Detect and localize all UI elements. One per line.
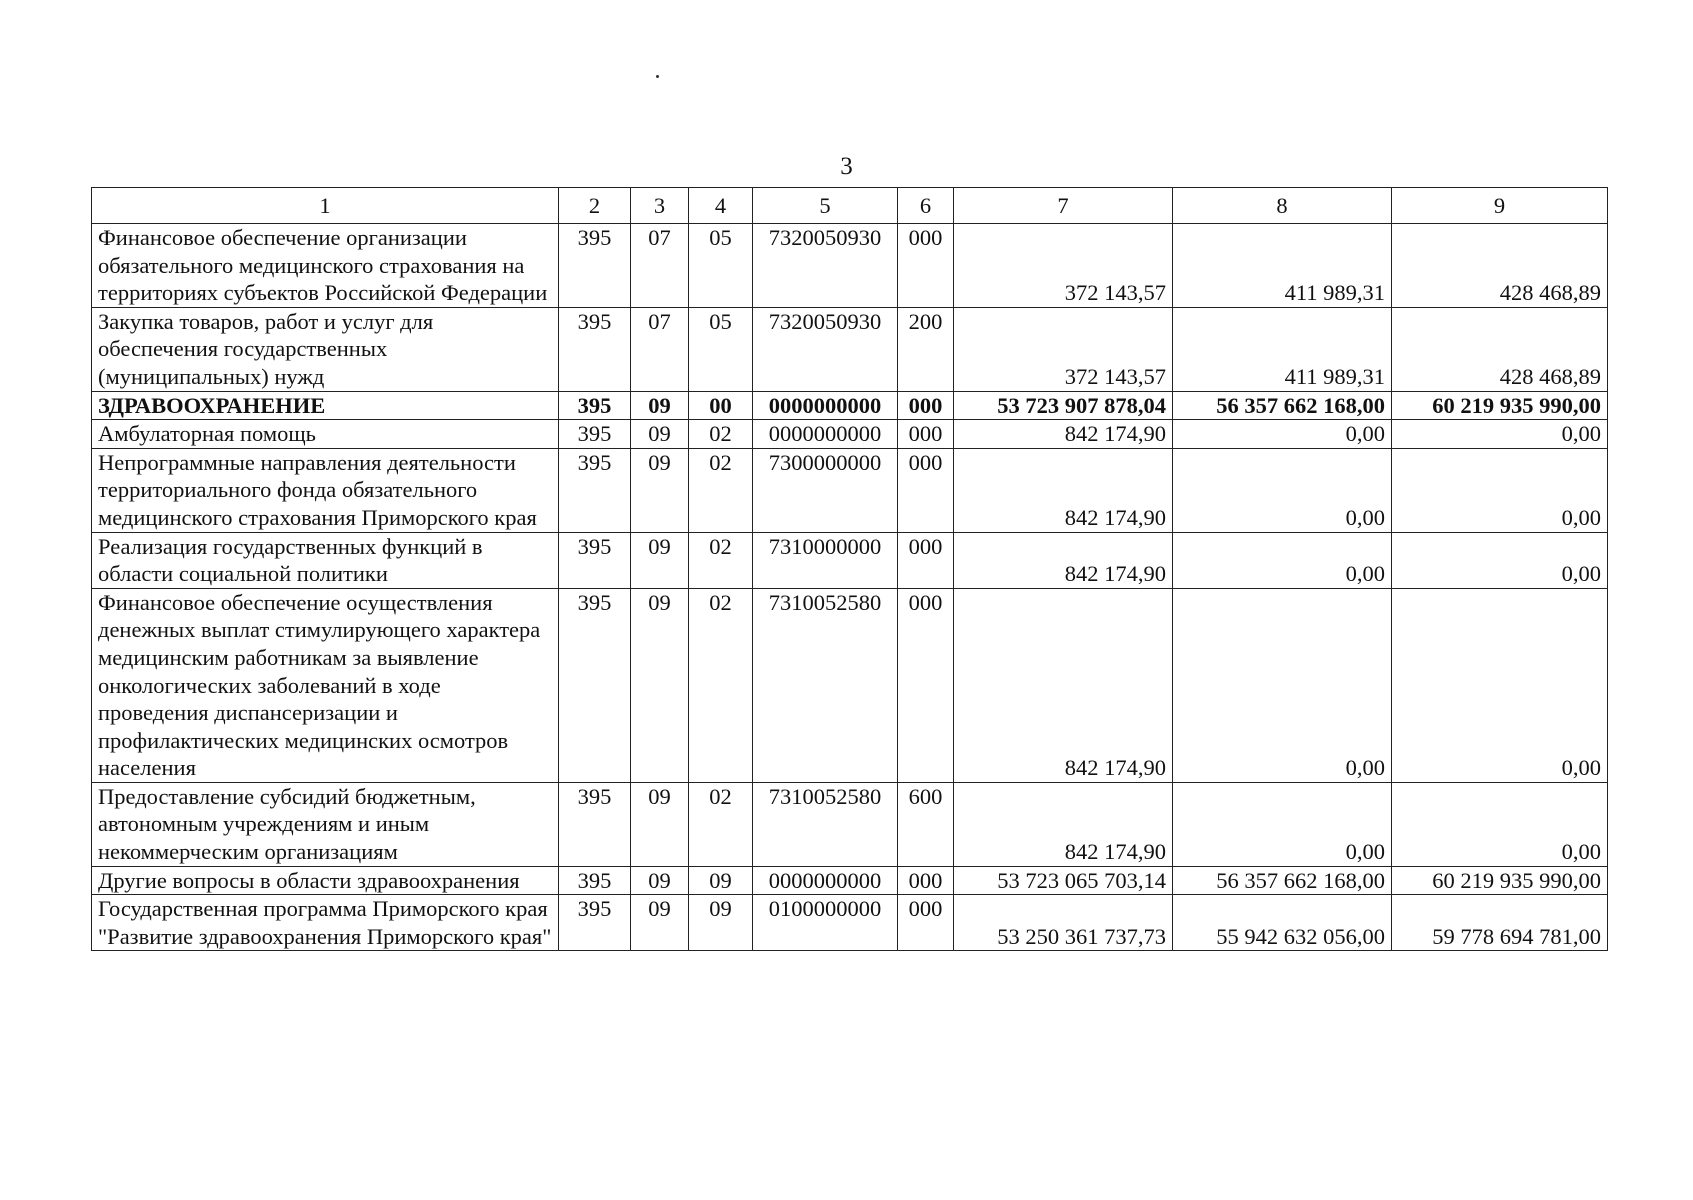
row-amount-year-3-cell: 0,00 [1392,532,1608,588]
row-name-cell: Другие вопросы в области здравоохранения [92,866,559,895]
row-section-cell: 09 [631,782,689,866]
row-amount-year-3-cell: 60 219 935 990,00 [1392,391,1608,420]
row-amount-year-2-cell: 55 942 632 056,00 [1173,895,1392,951]
row-target-article-cell: 7320050930 [753,307,898,391]
table-row [92,782,1608,866]
row-amount-year-3-cell: 0,00 [1392,588,1608,782]
column-header: 6 [898,188,954,224]
column-header: 2 [559,188,631,224]
row-section-cell: 09 [631,588,689,782]
row-grbs-cell: 395 [559,532,631,588]
row-section-cell: 07 [631,224,689,308]
row-subsection-cell: 02 [689,782,753,866]
row-amount-year-1-cell: 842 174,90 [954,588,1173,782]
row-subsection-cell: 02 [689,532,753,588]
row-grbs-cell: 395 [559,307,631,391]
row-amount-year-3-cell: 428 468,89 [1392,307,1608,391]
row-grbs-cell: 395 [559,391,631,420]
row-name-cell: Финансовое обеспечение осуществления денежных выплат стимулирующего характера медицинским работникам за выявление онкологических заболеваний в ходе проведения диспансеризации и профилактических медицинских осмотров населения [92,588,559,782]
table-row [92,895,1608,951]
column-header: 4 [689,188,753,224]
row-section-cell: 09 [631,866,689,895]
row-expense-type-cell: 000 [898,895,954,951]
row-target-article-cell: 0000000000 [753,866,898,895]
row-grbs-cell: 395 [559,224,631,308]
row-subsection-cell: 05 [689,307,753,391]
row-amount-year-1-cell: 842 174,90 [954,782,1173,866]
row-amount-year-3-cell: 59 778 694 781,00 [1392,895,1608,951]
table-row [92,224,1608,308]
column-header: 3 [631,188,689,224]
column-header: 7 [954,188,1173,224]
row-target-article-cell: 7310052580 [753,782,898,866]
row-name-cell: Финансовое обеспечение организации обязательного медицинского страхования на территориях субъектов Российской Федерации [92,224,559,308]
row-amount-year-1-cell: 842 174,90 [954,420,1173,449]
row-amount-year-1-cell: 53 723 065 703,14 [954,866,1173,895]
row-amount-year-3-cell: 0,00 [1392,420,1608,449]
row-name-cell: ЗДРАВООХРАНЕНИЕ [92,391,559,420]
table-row [92,448,1608,532]
row-expense-type-cell: 000 [898,532,954,588]
row-subsection-cell: 00 [689,391,753,420]
row-name-cell: Закупка товаров, работ и услуг для обеспечения государственных (муниципальных) нужд [92,307,559,391]
row-section-cell: 09 [631,895,689,951]
row-expense-type-cell: 600 [898,782,954,866]
column-header: 8 [1173,188,1392,224]
row-section-cell: 09 [631,391,689,420]
row-expense-type-cell: 000 [898,420,954,449]
row-amount-year-2-cell: 0,00 [1173,782,1392,866]
scan-speck [656,75,659,78]
row-amount-year-1-cell: 53 723 907 878,04 [954,391,1173,420]
column-header: 1 [92,188,559,224]
row-target-article-cell: 7300000000 [753,448,898,532]
row-amount-year-2-cell: 0,00 [1173,532,1392,588]
row-expense-type-cell: 000 [898,391,954,420]
table-header-row [92,188,1608,224]
row-expense-type-cell: 000 [898,866,954,895]
row-expense-type-cell: 000 [898,224,954,308]
row-amount-year-3-cell: 0,00 [1392,448,1608,532]
row-expense-type-cell: 000 [898,588,954,782]
row-target-article-cell: 0000000000 [753,391,898,420]
row-name-cell: Предоставление субсидий бюджетным, автономным учреждениям и иным некоммерческим организациям [92,782,559,866]
row-grbs-cell: 395 [559,448,631,532]
row-target-article-cell: 0100000000 [753,895,898,951]
row-amount-year-2-cell: 0,00 [1173,420,1392,449]
row-target-article-cell: 7310000000 [753,532,898,588]
table-row [92,420,1608,449]
row-amount-year-2-cell: 0,00 [1173,588,1392,782]
row-amount-year-1-cell: 842 174,90 [954,448,1173,532]
row-grbs-cell: 395 [559,782,631,866]
row-expense-type-cell: 200 [898,307,954,391]
row-name-cell: Непрограммные направления деятельности территориального фонда обязательного медицинского страхования Приморского края [92,448,559,532]
row-subsection-cell: 02 [689,420,753,449]
row-target-article-cell: 7320050930 [753,224,898,308]
table-row [92,307,1608,391]
column-header: 5 [753,188,898,224]
row-subsection-cell: 02 [689,448,753,532]
table-row [92,866,1608,895]
table-row [92,532,1608,588]
row-amount-year-2-cell: 411 989,31 [1173,307,1392,391]
row-name-cell: Реализация государственных функций в области социальной политики [92,532,559,588]
row-amount-year-1-cell: 842 174,90 [954,532,1173,588]
row-subsection-cell: 05 [689,224,753,308]
row-grbs-cell: 395 [559,866,631,895]
row-section-cell: 09 [631,420,689,449]
row-section-cell: 09 [631,448,689,532]
row-name-cell: Государственная программа Приморского края "Развитие здравоохранения Приморского края" [92,895,559,951]
row-grbs-cell: 395 [559,420,631,449]
budget-table [91,187,1608,951]
row-subsection-cell: 09 [689,895,753,951]
page-number: 3 [840,153,853,180]
row-target-article-cell: 0000000000 [753,420,898,449]
row-amount-year-2-cell: 56 357 662 168,00 [1173,866,1392,895]
row-amount-year-3-cell: 60 219 935 990,00 [1392,866,1608,895]
row-amount-year-1-cell: 372 143,57 [954,307,1173,391]
row-amount-year-1-cell: 372 143,57 [954,224,1173,308]
row-section-cell: 07 [631,307,689,391]
column-header: 9 [1392,188,1608,224]
row-grbs-cell: 395 [559,895,631,951]
row-amount-year-2-cell: 411 989,31 [1173,224,1392,308]
row-name-cell: Амбулаторная помощь [92,420,559,449]
row-expense-type-cell: 000 [898,448,954,532]
table-row [92,391,1608,420]
table-row [92,588,1608,782]
row-amount-year-2-cell: 56 357 662 168,00 [1173,391,1392,420]
row-subsection-cell: 02 [689,588,753,782]
row-amount-year-2-cell: 0,00 [1173,448,1392,532]
row-amount-year-3-cell: 0,00 [1392,782,1608,866]
row-amount-year-3-cell: 428 468,89 [1392,224,1608,308]
row-subsection-cell: 09 [689,866,753,895]
row-section-cell: 09 [631,532,689,588]
row-target-article-cell: 7310052580 [753,588,898,782]
row-amount-year-1-cell: 53 250 361 737,73 [954,895,1173,951]
row-grbs-cell: 395 [559,588,631,782]
